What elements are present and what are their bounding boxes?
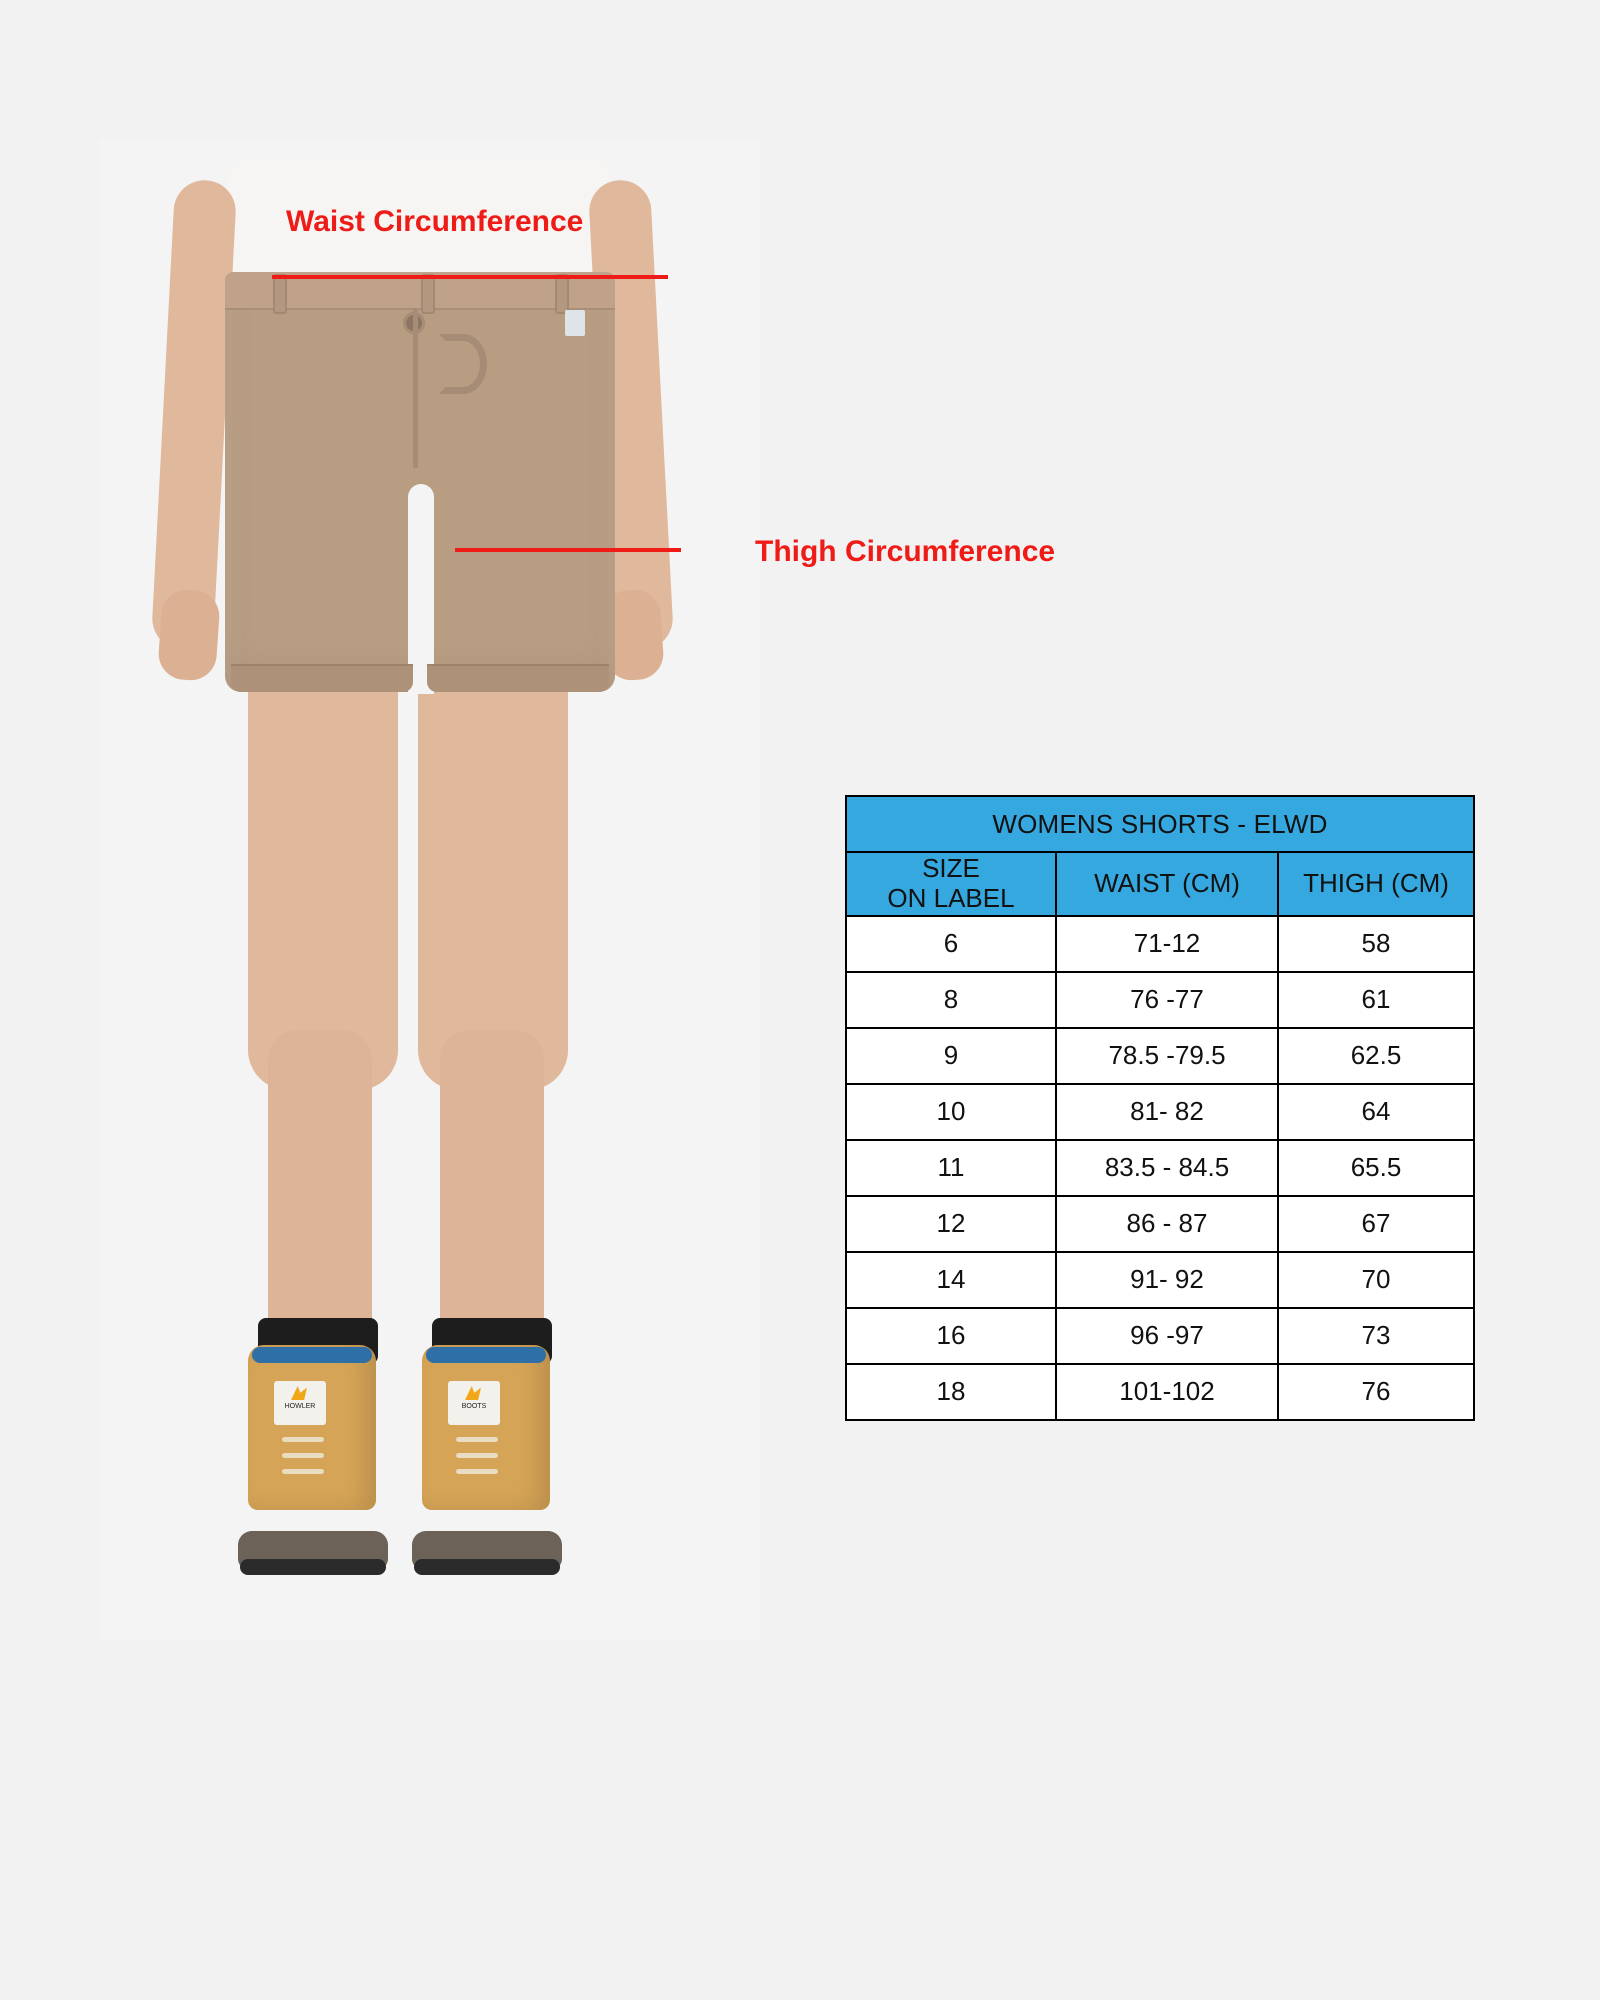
model-figure bbox=[0, 0, 820, 1720]
cell-size: 8 bbox=[846, 972, 1056, 1028]
boot-label-text: BOOTS bbox=[461, 1403, 487, 1410]
belt-loop bbox=[555, 274, 569, 314]
leg-upper-right bbox=[418, 660, 568, 1090]
hem-right bbox=[427, 664, 609, 692]
cell-size: 14 bbox=[846, 1252, 1056, 1308]
boot-lace bbox=[456, 1469, 498, 1474]
column-header-size-line2: ON LABEL bbox=[887, 882, 1015, 913]
d-ring bbox=[439, 334, 487, 394]
boot-collar bbox=[426, 1347, 546, 1363]
cell-thigh: 73 bbox=[1278, 1308, 1474, 1364]
boot-lace bbox=[456, 1437, 498, 1442]
table-row bbox=[846, 1252, 1474, 1308]
cell-thigh: 65.5 bbox=[1278, 1140, 1474, 1196]
cell-size: 18 bbox=[846, 1364, 1056, 1420]
boot-outsole bbox=[240, 1559, 386, 1575]
boot-upper bbox=[422, 1345, 550, 1510]
cell-size: 6 bbox=[846, 916, 1056, 972]
cell-waist: 78.5 -79.5 bbox=[1056, 1028, 1278, 1084]
table-row bbox=[846, 1084, 1474, 1140]
column-header-waist: WAIST (CM) bbox=[1056, 852, 1278, 916]
cell-thigh: 62.5 bbox=[1278, 1028, 1474, 1084]
size-chart-title: WOMENS SHORTS - ELWD bbox=[846, 796, 1474, 852]
cell-waist: 83.5 - 84.5 bbox=[1056, 1140, 1278, 1196]
cell-thigh: 67 bbox=[1278, 1196, 1474, 1252]
boot-label-text: HOWLER bbox=[284, 1403, 316, 1410]
leg-upper-left bbox=[248, 660, 398, 1090]
table-row bbox=[846, 1028, 1474, 1084]
hem-left bbox=[231, 664, 413, 692]
leg-split bbox=[408, 484, 434, 694]
leg-lower-right bbox=[440, 1030, 544, 1350]
boot-brand-label bbox=[448, 1381, 500, 1425]
howler-logo-icon bbox=[465, 1386, 481, 1400]
boot-upper bbox=[248, 1345, 376, 1510]
column-header-size-line1: SIZE bbox=[922, 853, 980, 883]
cell-waist: 86 - 87 bbox=[1056, 1196, 1278, 1252]
belt-loop bbox=[421, 274, 435, 314]
cell-waist: 81- 82 bbox=[1056, 1084, 1278, 1140]
table-header-row bbox=[846, 852, 1474, 916]
column-header-size bbox=[846, 852, 1056, 916]
table-row bbox=[846, 1196, 1474, 1252]
cell-size: 16 bbox=[846, 1308, 1056, 1364]
table-row bbox=[846, 1308, 1474, 1364]
cell-thigh: 61 bbox=[1278, 972, 1474, 1028]
table-row bbox=[846, 972, 1474, 1028]
fly-seam bbox=[413, 308, 418, 468]
boot-lace bbox=[282, 1469, 324, 1474]
cell-size: 9 bbox=[846, 1028, 1056, 1084]
shorts-garment bbox=[225, 272, 615, 692]
table-row bbox=[846, 1140, 1474, 1196]
cell-waist: 96 -97 bbox=[1056, 1308, 1278, 1364]
cell-thigh: 58 bbox=[1278, 916, 1474, 972]
boot-right bbox=[412, 1345, 562, 1575]
boot-left bbox=[238, 1345, 388, 1575]
table-row bbox=[846, 916, 1474, 972]
cell-thigh: 70 bbox=[1278, 1252, 1474, 1308]
waist-annotation-label: Waist Circumference bbox=[286, 205, 584, 238]
boot-collar bbox=[252, 1347, 372, 1363]
cell-thigh: 64 bbox=[1278, 1084, 1474, 1140]
waist-measure-line bbox=[272, 275, 668, 279]
boot-outsole bbox=[414, 1559, 560, 1575]
column-header-thigh: THIGH (CM) bbox=[1278, 852, 1474, 916]
boot-lace bbox=[456, 1453, 498, 1458]
thigh-measure-line bbox=[455, 548, 681, 552]
size-chart-table bbox=[845, 795, 1475, 1421]
size-chart bbox=[845, 795, 1475, 1421]
table-title-row bbox=[846, 796, 1474, 852]
howler-logo-icon bbox=[291, 1386, 307, 1400]
brand-tag bbox=[565, 310, 585, 336]
belt-loop bbox=[273, 274, 287, 314]
cell-waist: 71-12 bbox=[1056, 916, 1278, 972]
cell-waist: 101-102 bbox=[1056, 1364, 1278, 1420]
cell-size: 12 bbox=[846, 1196, 1056, 1252]
leg-lower-left bbox=[268, 1030, 372, 1350]
thigh-annotation-label: Thigh Circumference bbox=[755, 535, 1056, 568]
cell-size: 11 bbox=[846, 1140, 1056, 1196]
boot-brand-label bbox=[274, 1381, 326, 1425]
boot-lace bbox=[282, 1437, 324, 1442]
hand-left bbox=[157, 588, 221, 682]
table-row bbox=[846, 1364, 1474, 1420]
cell-waist: 76 -77 bbox=[1056, 972, 1278, 1028]
cell-waist: 91- 92 bbox=[1056, 1252, 1278, 1308]
cell-thigh: 76 bbox=[1278, 1364, 1474, 1420]
boot-lace bbox=[282, 1453, 324, 1458]
cell-size: 10 bbox=[846, 1084, 1056, 1140]
